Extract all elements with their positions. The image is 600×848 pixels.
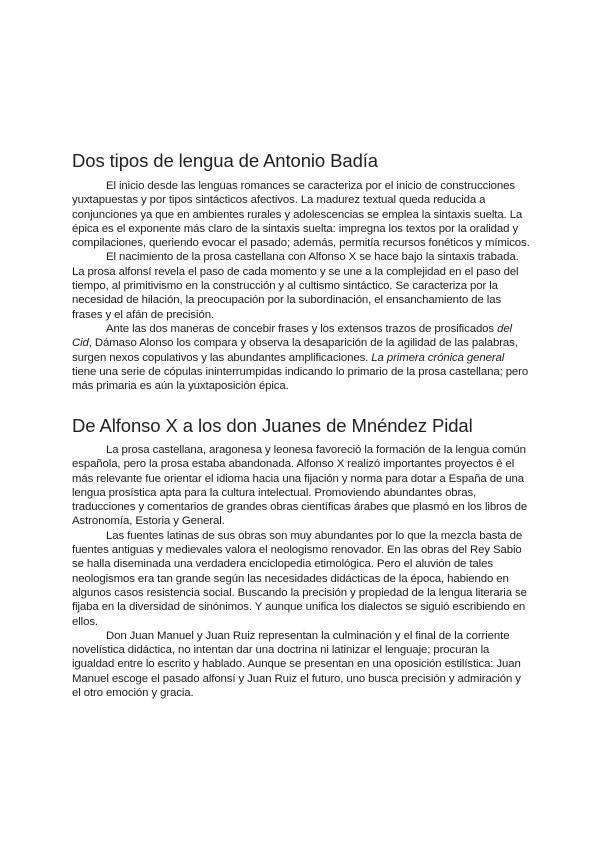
section-heading-badia: Dos tipos de lengua de Antonio Badía bbox=[72, 150, 378, 171]
text-run: tiene una serie de cópulas ininterrumpidas indicando lo primario de la prosa castellana; pero más primaria es aún la yuxtaposición épica. bbox=[72, 365, 529, 393]
italic-title-cid: del Cid bbox=[72, 322, 512, 350]
italic-title-cronica: La primera crónica general bbox=[371, 351, 505, 364]
section-heading-alfonso: De Alfonso X a los don Juanes de Mnéndez Pidal bbox=[72, 415, 473, 436]
paragraph: Las fuentes latinas de sus obras son muy abundantes por lo que la mezcla basta de fuentes antiguas y medievales valora el neologismo renovador. En las obras del Rey Sabio se halla diseminada una verdadera enciclopedia etimológica. Pero el aluvión de tales neologismos era tan grande según las necesidades didácticas de la época, habiendo en algunos casos resistencia social. Buscando la precisión y propiedad de la lengua literaria se fijaba en la diversidad de sinónimos. Y aunque unifica los dialectos se siguió escribiendo en ellos. bbox=[72, 529, 527, 628]
paragraph: Don Juan Manuel y Juan Ruiz representan la culminación y el final de la corriente novelística didáctica, no intentan dar una doctrina ni latinizar el lenguaje; procuran la igualdad entre lo escrito y hablado. Aunque se presentan en una oposición estilística: Juan Manuel escoge el pasado alfonsí y Juan Ruiz el futuro, uno busca precisión y admiración y el otro emoción y gracia. bbox=[72, 629, 521, 700]
text-run: Ante las dos maneras de concebir frases y los extensos trazos de prosificados bbox=[106, 322, 498, 335]
paragraph: El nacimiento de la prosa castellana con Alfonso X se hace bajo la sintaxis trabada. La prosa alfonsí revela el paso de cada momento y se une a la complejidad en el paso del tiempo, al primitivismo en la construcción y al cultismo sintáctico. Se caracteriza por la necesidad de hilación, la preocupación por la subordinación, el ensanchamiento de las frases y el afán de precisión. bbox=[72, 251, 519, 321]
paragraph bbox=[72, 322, 530, 393]
paragraph: El inicio desde las lenguas romances se caracteriza por el inicio de construcciones yuxtapuestas y por tipos sintácticos afectivos. La madurez textual queda reducida a conjunciones ya que en ambientes rurales y adolescencias se emplea la sintaxis suelta. La épica es el exponente más claro de la sintaxis suelta: impregna los textos por la oralidad y compilaciones, queriendo evocar el pasado; además, permitía recursos fonéticos y mímicos. bbox=[72, 180, 530, 250]
paragraph: La prosa castellana, aragonesa y leonesa favoreció la formación de la lengua común española, pero la prosa estaba abandonada. Alfonso X realizó importantes proyectos è el más relevante fue orientar el idioma hacia una fijación y norma para dotar a España de una lengua prosística apta para la cultura intelectual. Promoviendo abundantes obras, traducciones y comentarios de grandes obras científicas árabes que plasmó en los libros de Astronomía, Estoria y General. bbox=[72, 444, 528, 528]
section-body-alfonso bbox=[72, 443, 530, 700]
text-run: , Dámaso Alonso los compara y observa la desaparición de la agilidad de las palabras, surgen nexos copulativos y las abundantes amplificaciones. bbox=[72, 337, 518, 364]
section-body-badia bbox=[72, 179, 530, 393]
